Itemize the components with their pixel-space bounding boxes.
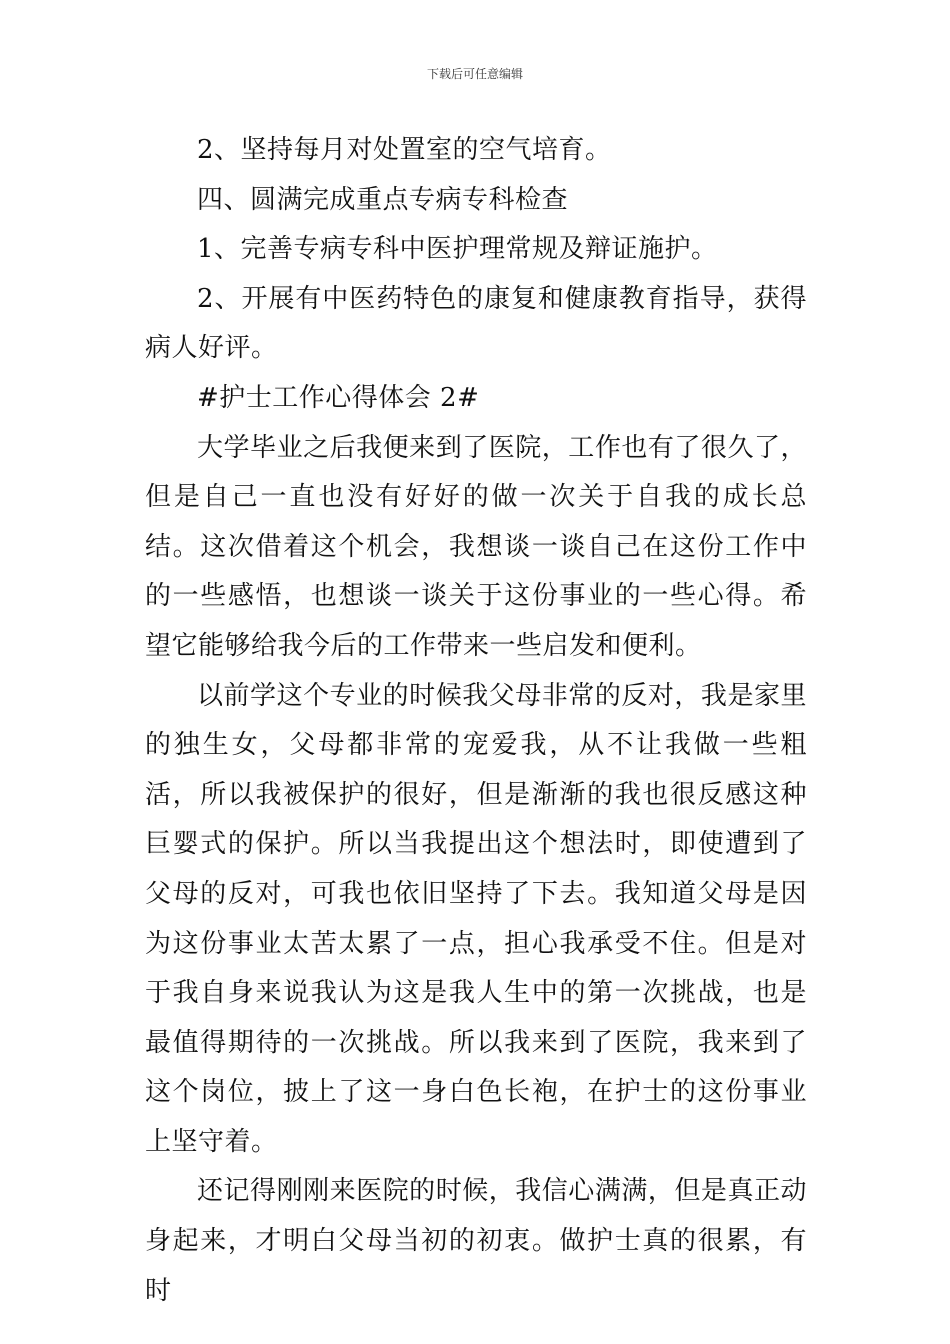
paragraph: 2、开展有中医药特色的康复和健康教育指导，获得病人好评。 [145,283,807,364]
paragraph: 2、坚持每月对处置室的空气培育。 [197,135,612,165]
section-heading: 四、圆满完成重点专病专科检查 [197,184,569,215]
paragraph: 以前学这个专业的时候我父母非常的反对，我是家里的独生女，父母都非常的宠爱我，从不让我做一些粗活，所以我被保护的很好，但是渐渐的我也很反感这种巨婴式的保护。所以当我提出这个想法时，即使遭到了父母的反对，可我也依旧坚持了下去。我知道父母是因为这份事业太苦太累了一点，担心我承受不住。但是对于我自身来说我认为这是我人生中的第一次挑战，也是最值得期待的一次挑战。所以我来到了医院，我来到了这个岗位，披上了这一身白色长袍，在护士的这份事业上坚守着。 [145,680,807,1157]
paragraph: 1、完善专病专科中医护理常规及辩证施护。 [197,234,718,265]
page-header: 下载后可任意编辑 [426,67,523,81]
section-title: #护士工作心得体会 2# [197,382,480,413]
paragraph: 还记得刚刚来医院的时候，我信心满满，但是真正动身起来，才明白父母当初的初衷。做护士真的很累，有时 [145,1176,807,1306]
paragraph: 大学毕业之后我便来到了医院，工作也有了很久了，但是自己一直也没有好好的做一次关于自我的成长总结。这次借着这个机会，我想谈一谈自己在这份工作中的一些感悟，也想谈一谈关于这份事业的一些心得。希望它能够给我今后的工作带来一些启发和便利。 [145,432,807,661]
document-body [145,126,807,1316]
